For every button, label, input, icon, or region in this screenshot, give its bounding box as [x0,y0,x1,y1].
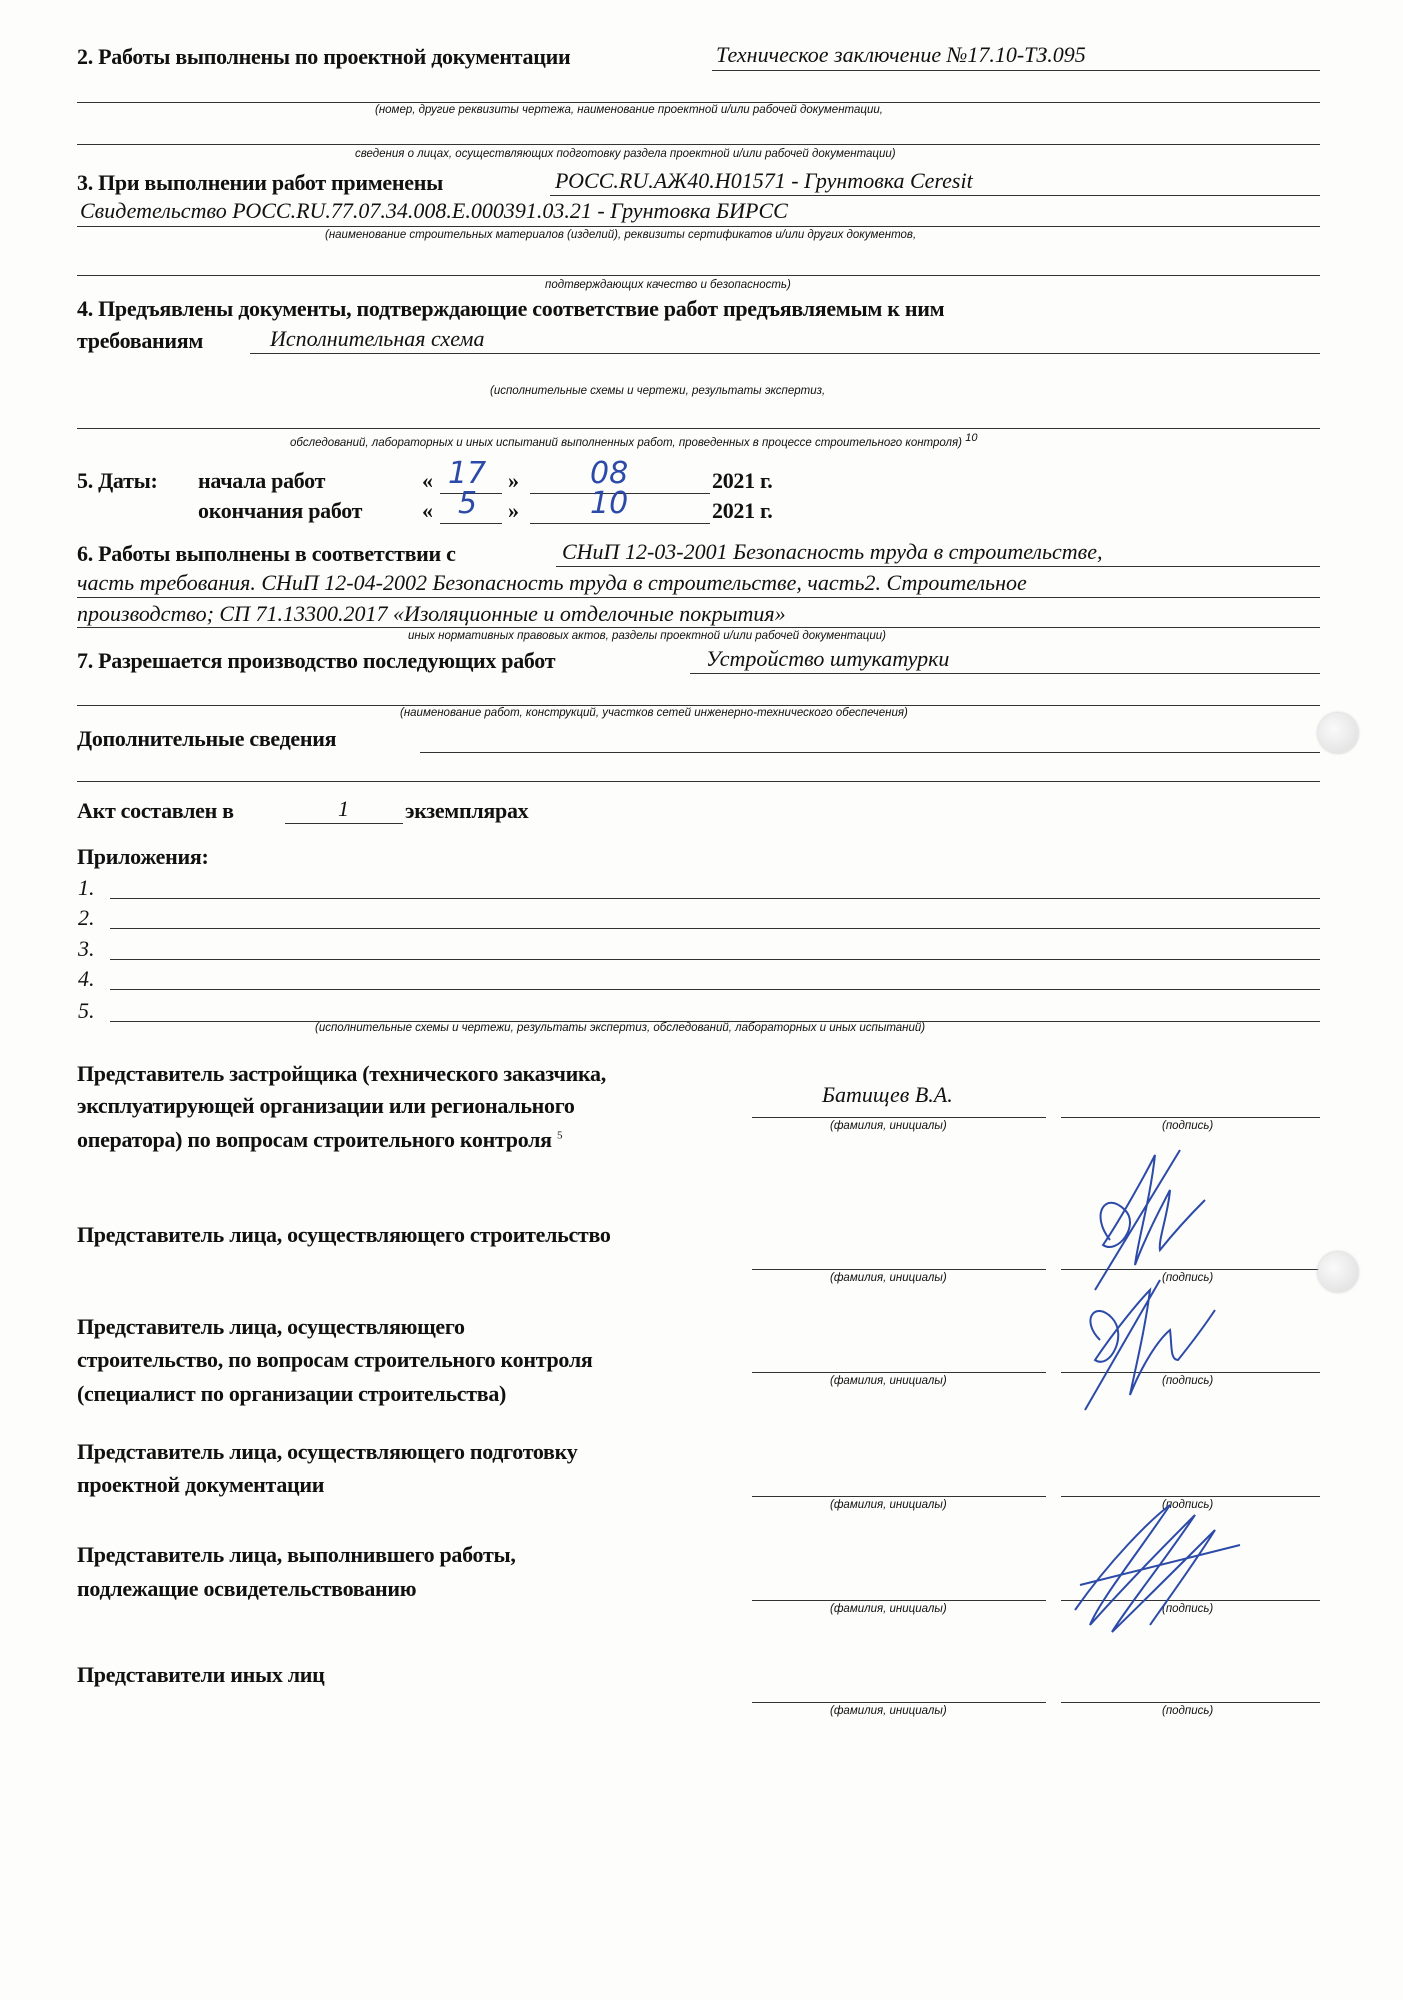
fio-caption: (фамилия, инициалы) [830,1375,947,1387]
section-3-caption-2: подтверждающих качество и безопасность) [545,279,791,291]
rep-designer-label: проектной документации [77,1472,325,1497]
section-6-value-3: производство; СП 71.13300.2017 «Изоляционные и отделочные покрытия» [77,601,786,626]
attachment-item: 3. [78,936,95,961]
section-7-label: 7. Разрешается производство последующих работ [77,648,556,673]
section-4-label-2: требованиям [77,328,204,353]
quote-open: « [422,498,433,523]
section-2-value: Техническое заключение №17.10-ТЗ.095 [716,42,1086,67]
footnote-ref: 10 [965,432,978,444]
section-3-caption-1: (наименование строительных материалов (изделий), реквизиты сертификатов и/или других документов, [325,229,917,241]
rep-developer-label: Представитель застройщика (технического заказчика, [77,1061,606,1086]
fio-caption: (фамилия, инициалы) [830,1499,947,1511]
signature-builder [1095,1150,1205,1290]
caption-text: обследований, лабораторных и иных испытаний выполненных работ, проведенных в процессе строительного контроля) [290,436,962,449]
quote-close: » [508,468,519,493]
signature-caption: (подпись) [1162,1272,1214,1284]
section-2-caption-2: сведения о лицах, осуществляющих подготовку раздела проектной и/или рабочей документации) [355,148,896,160]
signature-caption: (подпись) [1162,1499,1214,1511]
rep-designer-label: Представитель лица, осуществляющего подготовку [77,1439,578,1464]
section-4-value: Исполнительная схема [270,326,485,351]
fio-caption: (фамилия, инициалы) [830,1705,947,1717]
rep-contractor-label: Представитель лица, выполнившего работы, [77,1542,516,1567]
end-month: 10 [590,486,629,521]
signature-caption: (подпись) [1162,1120,1214,1132]
rep-developer-fio: Батищев В.А. [822,1082,953,1107]
start-label: начала работ [198,468,326,493]
section-5-label: 5. Даты: [77,468,158,493]
signature-contractor [1075,1505,1240,1632]
punch-hole [1318,713,1358,753]
footnote-ref: 5 [556,1129,563,1142]
attachment-item: 1. [78,875,95,900]
start-day: 17 [448,456,487,491]
start-month: 08 [590,456,629,491]
copies-value: 1 [338,796,349,821]
punch-hole [1318,1252,1358,1292]
rep-contractor-label: подлежащие освидетельствованию [77,1576,417,1601]
copies-suffix: экземплярах [405,798,529,823]
rep-builder-label: Представитель лица, осуществляющего строительство [77,1222,611,1247]
attachments-caption: (исполнительные схемы и чертежи, результаты экспертиз, обследований, лабораторных и иных испытаний) [315,1022,926,1034]
section-4-label-1: 4. Предъявлены документы, подтверждающие соответствие работ предъявляемым к ним [77,296,945,321]
quote-close: » [508,498,519,523]
rep-builder-control-label: (специалист по организации строительства) [77,1381,507,1406]
signature-caption: (подпись) [1162,1705,1214,1717]
section-7-value: Устройство штукатурки [706,646,950,671]
attachments-label: Приложения: [77,844,209,869]
end-day: 5 [458,486,478,521]
rep-builder-control-label: Представитель лица, осуществляющего [77,1314,465,1339]
section-3-value-2: Свидетельство РОСС.RU.77.07.34.008.Е.000391.03.21 - Грунтовка БИРСС [80,198,788,223]
fio-caption: (фамилия, инициалы) [830,1272,947,1284]
end-label: окончания работ [198,498,363,523]
fio-caption: (фамилия, инициалы) [830,1603,947,1615]
fio-caption: (фамилия, инициалы) [830,1120,947,1132]
signature-builder-control [1085,1280,1215,1410]
section-4-caption-1: (исполнительные схемы и чертежи, результаты экспертиз, [490,385,826,397]
rep-developer-label: эксплуатирующей организации или регионального [77,1093,575,1118]
section-7-caption: (наименование работ, конструкций, участков сетей инженерно-технического обеспечения) [400,707,908,719]
signature-caption: (подпись) [1162,1375,1214,1387]
section-6-caption: иных нормативных правовых актов, разделы проектной и/или рабочей документации) [408,630,886,642]
section-3-label: 3. При выполнении работ применены [77,170,443,195]
attachment-item: 5. [78,998,95,1023]
end-year: 2021 г. [712,498,773,523]
quote-open: « [422,468,433,493]
label-text: оператора) по вопросам строительного контроля [77,1127,552,1152]
extra-info-label: Дополнительные сведения [77,726,337,751]
section-6-value-2: часть требования. СНиП 12-04-2002 Безопасность труда в строительстве, часть2. Строительное [77,570,1027,595]
rep-others-label: Представители иных лиц [77,1662,325,1687]
attachment-item: 2. [78,905,95,930]
section-2-caption-1: (номер, другие реквизиты чертежа, наименование проектной и/или рабочей документации, [375,104,883,116]
section-2-label: 2. Работы выполнены по проектной документации [77,44,571,69]
section-3-value-1: РОСС.RU.АЖ40.Н01571 - Грунтовка Ceresit [555,168,973,193]
section-6-value-1: СНиП 12-03-2001 Безопасность труда в строительстве, [562,539,1103,564]
signature-caption: (подпись) [1162,1603,1214,1615]
attachment-item: 4. [78,966,95,991]
start-year: 2021 г. [712,468,773,493]
rep-builder-control-label: строительство, по вопросам строительного контроля [77,1347,593,1372]
section-6-label: 6. Работы выполнены в соответствии с [77,541,456,566]
copies-label: Акт составлен в [77,798,234,823]
